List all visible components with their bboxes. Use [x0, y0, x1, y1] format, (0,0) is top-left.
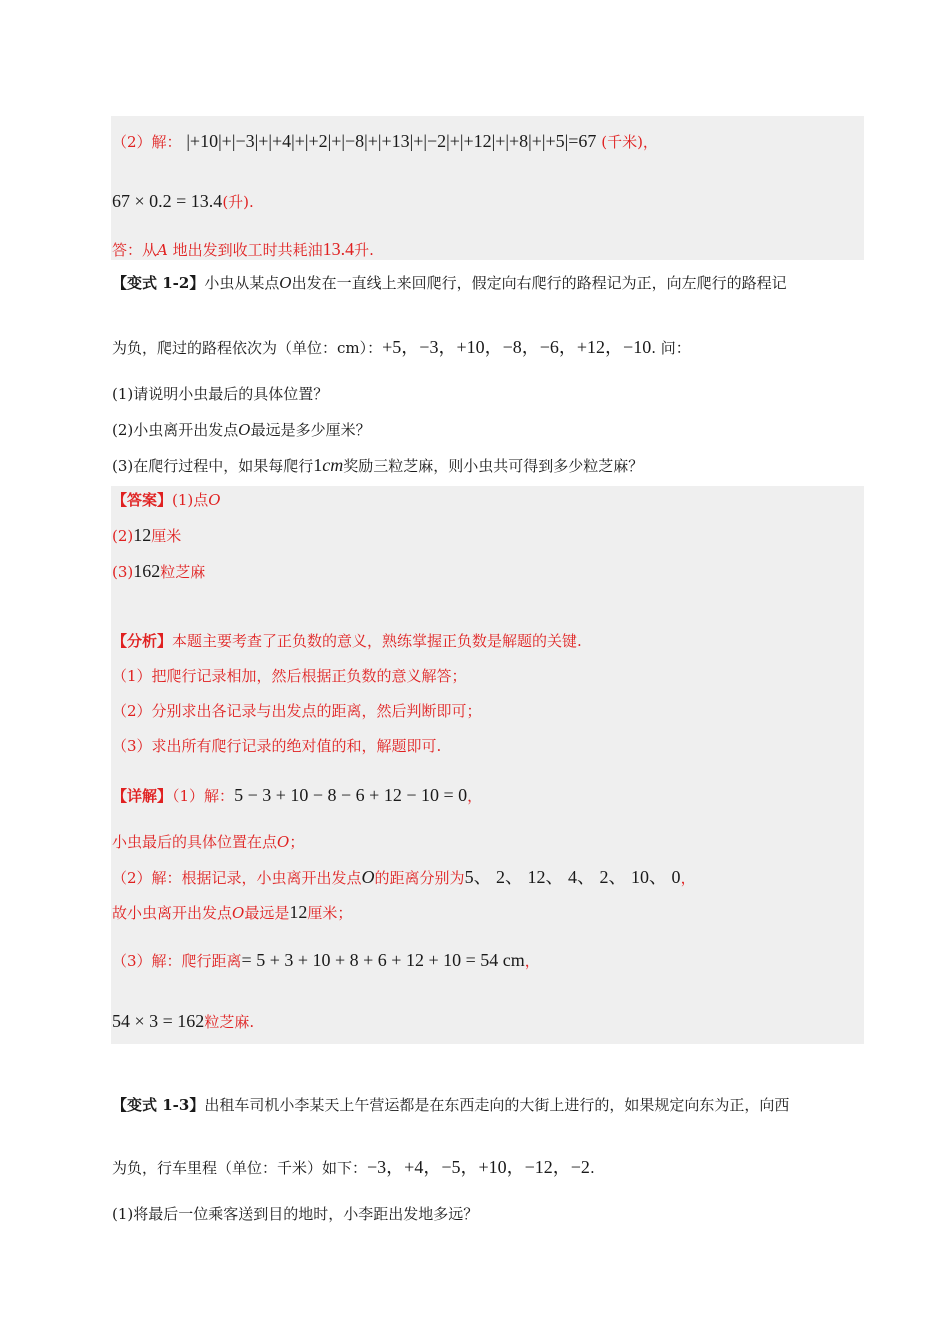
detail-text: 小虫最后的具体位置在点	[112, 833, 278, 851]
detail-text: 最远是	[244, 904, 290, 922]
question-text: . 问：	[651, 339, 691, 357]
distance-values: +5，−3，+10，−8，−6，+12，−10	[382, 337, 652, 357]
answer-text: 答：从	[112, 241, 158, 259]
answer-number: 12	[133, 525, 152, 545]
detail-number: 12	[289, 902, 308, 922]
question-text: 出发在一直线上来回爬行，假定向右爬行的路程记为正，向左爬行的路程记	[291, 274, 787, 292]
question-1	[112, 383, 328, 405]
crawl-sum-expression: = 5 + 3 + 10 + 8 + 6 + 12 + 10 = 54 cm	[241, 950, 525, 970]
question-text: (3)在爬行过程中，如果每爬行	[112, 457, 314, 475]
question-text: 奖励三粒芝麻，则小虫共可得到多少粒芝麻？	[343, 457, 644, 475]
detail-text: （2）解：根据记录，小虫离开出发点	[112, 869, 362, 887]
detail-farthest	[112, 901, 352, 924]
point-var: O	[279, 274, 292, 292]
question-2	[112, 419, 371, 441]
analysis-step-1	[112, 665, 467, 687]
punct: ，	[467, 787, 483, 805]
detail-position	[112, 831, 304, 853]
question-text: .	[589, 1159, 595, 1177]
point-var: O	[208, 491, 221, 509]
detail-step-2	[112, 866, 696, 889]
variant-1-2-line1	[112, 272, 787, 294]
question-3	[112, 454, 643, 477]
answer-3	[112, 560, 205, 583]
analysis-step-3	[112, 735, 441, 757]
question-text: 小虫从某点	[204, 274, 280, 292]
unit-text: 粒芝麻.	[204, 1013, 255, 1031]
point-var: A	[157, 241, 168, 259]
analysis-text: 本题主要考查了正负数的意义，熟练掌握正负数是解题的关键.	[172, 632, 582, 650]
analysis-tag: 【分析】	[112, 632, 173, 650]
point-var: O	[361, 867, 375, 887]
distance-list: 5、 2、 12、 4、 2、 10、 0	[464, 867, 681, 887]
variant-tag: 【变式 1-2】	[112, 274, 205, 292]
point-var: O	[277, 833, 290, 851]
analysis-text: （3）求出所有爬行记录的绝对值的和，解题即可.	[112, 737, 442, 755]
analysis-step-2	[112, 700, 482, 722]
answer-2	[112, 524, 181, 547]
variant-1-3-question-1	[112, 1203, 478, 1225]
answer-index: (2)	[112, 527, 134, 545]
punct: ，	[680, 869, 696, 887]
question-text: (2)小虫离开出发点	[112, 421, 239, 439]
sesame-expression: 54 × 3 = 162	[112, 1011, 205, 1031]
analysis-text: （1）把爬行记录相加，然后根据正负数的意义解答；	[112, 667, 467, 685]
question-text: (1)请说明小虫最后的具体位置？	[112, 385, 329, 403]
answer-tag: 【答案】	[112, 491, 173, 509]
answer-text: (1)点	[172, 491, 209, 509]
unit-text: 粒芝麻	[160, 563, 206, 581]
answer-number: 13.4	[322, 239, 355, 259]
step-label: （1）解：	[172, 787, 235, 805]
fuel-expression: 67 × 0.2 = 13.4	[112, 191, 223, 211]
answer-text: 地出发到收工时共耗油	[167, 241, 323, 259]
answer-1	[112, 489, 221, 511]
variant-1-3-line2	[112, 1156, 595, 1179]
question-text: 为负，爬过的路程依次为（单位：cm）：	[112, 339, 383, 357]
analysis-text: （2）分别求出各记录与出发点的距离，然后判断即可；	[112, 702, 482, 720]
unit-text: 厘米；	[307, 904, 353, 922]
solution-answer	[112, 238, 374, 261]
punct: ；	[289, 833, 305, 851]
answer-number: 162	[133, 561, 161, 581]
sum-expression: 5 − 3 + 10 − 8 − 6 + 12 − 10 = 0	[234, 785, 468, 805]
variant-tag: 【变式 1-3】	[112, 1096, 205, 1114]
detail-text: 故小虫离开出发点	[112, 904, 233, 922]
step-label: （2）解：	[112, 133, 182, 151]
question-text: 为负，行车里程（单位：千米）如下：	[112, 1159, 368, 1177]
question-text: 最远是多少厘米？	[250, 421, 371, 439]
variant-1-3-line1	[112, 1094, 789, 1116]
point-var: O	[232, 904, 245, 922]
question-number: 1	[313, 455, 323, 475]
detail-text: 的距离分别为	[374, 869, 465, 887]
unit-text: cm	[322, 455, 344, 475]
mileage-values: −3，+4，−5，+10，−12，−2	[367, 1157, 590, 1177]
unit-text: 厘米	[151, 527, 182, 545]
unit-text: (千米)，	[601, 133, 658, 151]
point-var: O	[238, 421, 251, 439]
punct: ，	[524, 952, 540, 970]
step-label: （3）解：爬行距离	[112, 952, 242, 970]
unit-text: (升).	[222, 193, 254, 211]
solution-line-abs-sum	[112, 130, 658, 153]
detail-tag: 【详解】	[112, 787, 173, 805]
abs-sum-expression: |+10|+|−3|+|+4|+|+2|+|−8|+|+13|+|−2|+|+12|+|+8|+|+5|=67	[186, 131, 597, 151]
analysis-line	[112, 630, 582, 652]
question-text: (1)将最后一位乘客送到目的地时，小李距出发地多远？	[112, 1205, 479, 1223]
detail-step-1	[112, 784, 482, 807]
question-text: 出租车司机小李某天上午营运都是在东西走向的大街上进行的，如果规定向东为正，向西	[204, 1096, 790, 1114]
answer-text: 升.	[354, 241, 374, 259]
solution-line-fuel	[112, 190, 254, 213]
detail-sesame	[112, 1010, 254, 1033]
variant-1-2-line2	[112, 336, 691, 359]
answer-index: (3)	[112, 563, 134, 581]
detail-step-3	[112, 949, 540, 972]
